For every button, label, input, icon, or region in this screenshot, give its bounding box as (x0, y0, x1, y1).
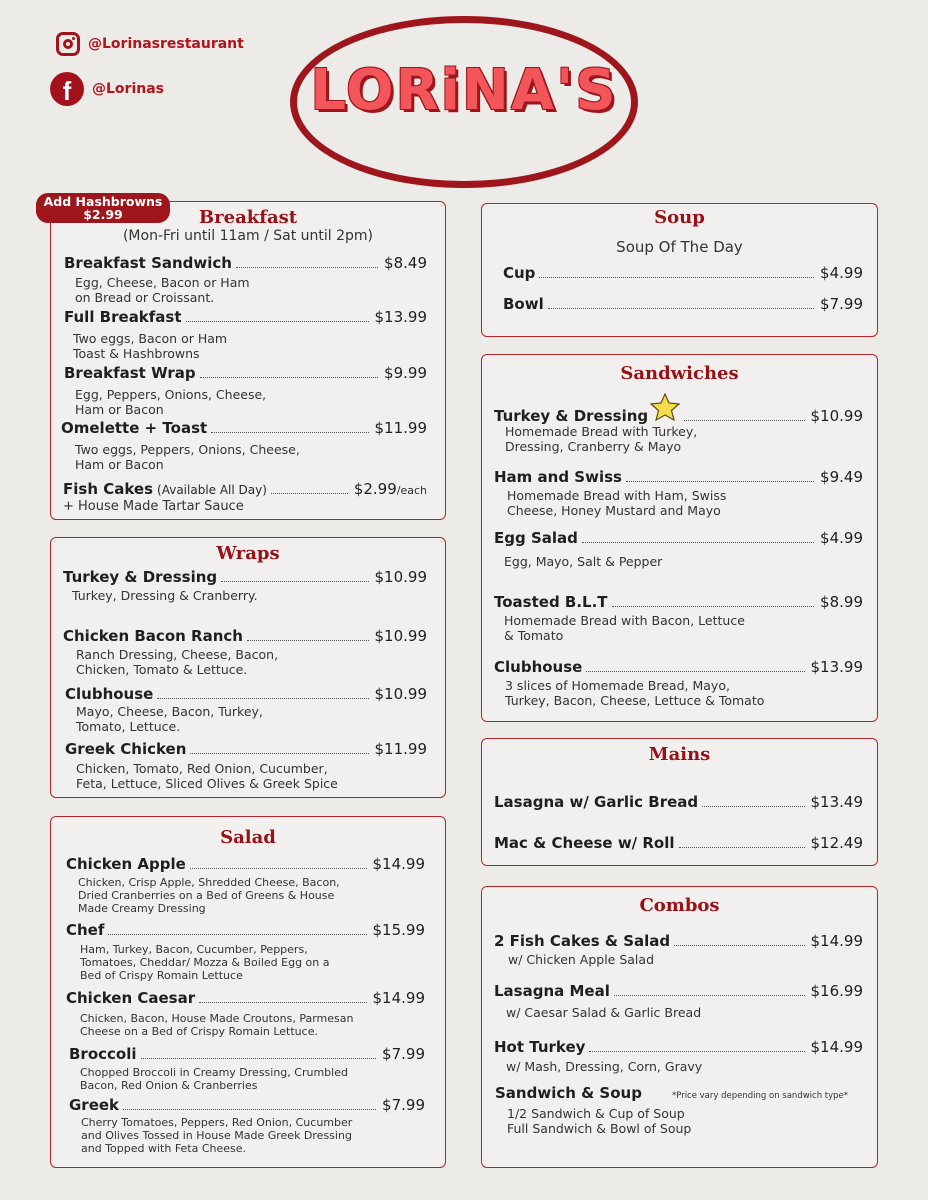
item-description: Mayo, Cheese, Bacon, Turkey, Tomato, Lettuce. (76, 704, 263, 734)
facebook-icon: f (50, 72, 84, 106)
item-name: Chef (66, 921, 105, 939)
item-price: $14.99 (372, 989, 425, 1007)
leader-dots (582, 542, 814, 543)
item-name: Egg Salad (494, 529, 578, 547)
item-name: Lasagna w/ Garlic Bread (494, 793, 699, 811)
item-name: Bowl (503, 295, 544, 313)
menu-item (495, 1084, 863, 1102)
item-description: Ranch Dressing, Cheese, Bacon, Chicken, Tomato & Lettuce. (76, 647, 279, 677)
leader-dots (586, 671, 804, 672)
item-price: $10.99 (374, 627, 427, 645)
section-title: Sandwiches (620, 363, 739, 384)
item-price: $8.99 (820, 593, 863, 611)
item-price: $11.99 (374, 419, 427, 437)
menu-item (69, 1096, 425, 1114)
menu-item (494, 834, 863, 852)
menu-item (66, 921, 425, 939)
item-description: Chicken, Crisp Apple, Shredded Cheese, Bacon, Dried Cranberries on a Bed of Greens & House Made Creamy Dressing (78, 876, 340, 915)
item-name: Greek Chicken (65, 740, 187, 758)
menu-item (64, 308, 427, 326)
item-name: Clubhouse (65, 685, 154, 703)
menu-item (66, 989, 425, 1007)
menu-item (63, 480, 427, 498)
item-description: Two eggs, Bacon or Ham Toast & Hashbrowns (73, 331, 228, 361)
instagram-icon (56, 32, 80, 56)
item-description: Egg, Cheese, Bacon or Ham on Bread or Croissant. (75, 275, 250, 305)
item-name: Omelette + Toast (61, 419, 208, 437)
item-price: $7.99 (382, 1045, 425, 1063)
menu-item (494, 982, 863, 1000)
item-price: $15.99 (372, 921, 425, 939)
item-price: $7.99 (820, 295, 863, 313)
menu-item (494, 658, 863, 676)
section-title: Salad (220, 827, 276, 848)
item-description: w/ Mash, Dressing, Corn, Gravy (506, 1059, 703, 1074)
section-title: Mains (648, 744, 711, 765)
leader-dots (247, 640, 369, 641)
item-name: Clubhouse (494, 658, 583, 676)
leader-dots (190, 868, 367, 869)
menu-item (64, 364, 427, 382)
menu-item (494, 793, 863, 811)
instagram-handle: @Lorinasrestaurant (88, 36, 244, 52)
item-price: $7.99 (382, 1096, 425, 1114)
sandwiches-section (481, 354, 878, 722)
item-description: Cherry Tomatoes, Peppers, Red Onion, Cucumber and Olives Tossed in House Made Greek Dressing and Topped with Feta Cheese. (81, 1116, 353, 1155)
item-name: Toasted B.L.T (494, 593, 608, 611)
item-name: Fish Cakes (63, 480, 154, 498)
section-title: Combos (639, 895, 720, 916)
item-description: w/ Chicken Apple Salad (508, 952, 655, 967)
item-price: $13.99 (374, 308, 427, 326)
item-description: Homemade Bread with Bacon, Lettuce & Tomato (504, 613, 745, 643)
section-subtitle: (Mon-Fri until 11am / Sat until 2pm) (122, 228, 374, 244)
item-name: Ham and Swiss (494, 468, 622, 486)
item-description: Homemade Bread with Ham, Swiss Cheese, Honey Mustard and Mayo (507, 488, 727, 518)
restaurant-logo: LORiNA'S (310, 58, 618, 123)
item-price: $4.99 (820, 529, 863, 547)
menu-item (494, 529, 863, 547)
item-name: 2 Fish Cakes & Salad (494, 932, 671, 950)
menu-item (494, 468, 863, 486)
leader-dots (614, 995, 805, 996)
item-name: Mac & Cheese w/ Roll (494, 834, 675, 852)
item-name: Chicken Caesar (66, 989, 196, 1007)
item-price: $11.99 (374, 740, 427, 758)
item-price: $10.99 (374, 685, 427, 703)
item-price: $8.49 (384, 254, 427, 272)
hashbrowns-badge: Add Hashbrowns $2.99 (36, 193, 170, 223)
leader-dots (589, 1051, 804, 1052)
leader-dots (684, 420, 804, 421)
wraps-section (50, 537, 446, 798)
item-description: Chicken, Bacon, House Made Croutons, Parmesan Cheese on a Bed of Crispy Romain Lettuce. (80, 1012, 354, 1038)
item-note: (Available All Day) (157, 483, 267, 497)
menu-item (494, 593, 863, 611)
leader-dots (236, 267, 378, 268)
section-title: Soup (654, 207, 705, 228)
item-description: Egg, Mayo, Salt & Pepper (504, 554, 663, 569)
menu-item (63, 568, 427, 586)
leader-dots (186, 321, 369, 322)
section-title: Wraps (216, 543, 280, 564)
item-price: $12.49 (810, 834, 863, 852)
leader-dots (539, 277, 814, 278)
item-price: $2.99 (353, 480, 397, 498)
leader-dots (221, 581, 368, 582)
menu-item (65, 685, 427, 703)
breakfast-section (50, 201, 446, 520)
leader-dots (141, 1058, 377, 1059)
item-name: Lasagna Meal (494, 982, 610, 1000)
leader-dots (108, 934, 366, 935)
leader-dots (190, 753, 368, 754)
item-description: Ham, Turkey, Bacon, Cucumber, Peppers, Tomatoes, Cheddar/ Mozza & Boiled Egg on a Bed of Crispy Romain Lettuce (80, 943, 330, 982)
section-subtitle: Soup Of The Day (616, 238, 743, 256)
item-price: $13.49 (810, 793, 863, 811)
item-description: w/ Caesar Salad & Garlic Bread (506, 1005, 702, 1020)
item-description: Turkey, Dressing & Cranberry. (72, 588, 258, 603)
item-name: Turkey & Dressing (63, 568, 218, 586)
item-price: $9.49 (820, 468, 863, 486)
leader-dots (548, 308, 814, 309)
menu-item (65, 740, 427, 758)
facebook-link[interactable] (50, 72, 164, 106)
item-name: Turkey & Dressing (494, 407, 649, 425)
menu-item (64, 254, 427, 272)
menu-item (66, 855, 425, 873)
price-unit: /each (396, 484, 427, 497)
leader-dots (674, 945, 804, 946)
item-price: $16.99 (810, 982, 863, 1000)
section-title: Breakfast (198, 207, 298, 228)
leader-dots (123, 1109, 376, 1110)
item-description: Egg, Peppers, Onions, Cheese, Ham or Bacon (75, 387, 267, 417)
price-note: *Price vary depending on sandwich type* (671, 1091, 849, 1101)
item-description: Two eggs, Peppers, Onions, Cheese, Ham or Bacon (75, 442, 300, 472)
item-name: Chicken Bacon Ranch (63, 627, 243, 645)
item-price: $4.99 (820, 264, 863, 282)
item-name: Full Breakfast (64, 308, 182, 326)
item-name: Breakfast Sandwich (64, 254, 232, 272)
leader-dots (626, 481, 814, 482)
item-description: + House Made Tartar Sauce (63, 499, 244, 514)
item-description: 1/2 Sandwich & Cup of Soup Full Sandwich & Bowl of Soup (507, 1106, 692, 1136)
item-description: Chicken, Tomato, Red Onion, Cucumber, Feta, Lettuce, Sliced Olives & Greek Spice (76, 761, 338, 791)
leader-dots (157, 698, 368, 699)
item-price: $14.99 (372, 855, 425, 873)
item-description: 3 slices of Homemade Bread, Mayo, Turkey, Bacon, Cheese, Lettuce & Tomato (505, 678, 765, 708)
menu-item (494, 932, 863, 950)
instagram-link[interactable] (56, 32, 244, 56)
leader-dots (612, 606, 815, 607)
star-icon (650, 393, 680, 421)
item-price: $13.99 (810, 658, 863, 676)
item-name: Greek (69, 1096, 120, 1114)
item-description: Homemade Bread with Turkey, Dressing, Cranberry & Mayo (505, 424, 698, 454)
item-price: $9.99 (384, 364, 427, 382)
leader-dots (211, 432, 368, 433)
menu-item (494, 1038, 863, 1056)
menu-item (61, 419, 427, 437)
menu-item (503, 295, 863, 313)
item-name: Sandwich & Soup (495, 1084, 642, 1102)
leader-dots (271, 493, 348, 494)
item-price: $14.99 (810, 1038, 863, 1056)
item-name: Broccoli (69, 1045, 137, 1063)
item-name: Cup (503, 264, 536, 282)
item-name: Chicken Apple (66, 855, 186, 873)
menu-item (63, 627, 427, 645)
combos-section (481, 886, 878, 1168)
facebook-handle: @Lorinas (92, 81, 164, 97)
leader-dots (200, 377, 378, 378)
menu-item (503, 264, 863, 282)
item-name: Hot Turkey (494, 1038, 586, 1056)
menu-item (69, 1045, 425, 1063)
item-name: Breakfast Wrap (64, 364, 196, 382)
item-price: $10.99 (374, 568, 427, 586)
item-description: Chopped Broccoli in Creamy Dressing, Crumbled Bacon, Red Onion & Cranberries (80, 1066, 348, 1092)
leader-dots (702, 806, 804, 807)
item-price: $10.99 (810, 407, 863, 425)
leader-dots (199, 1002, 366, 1003)
mains-section (481, 738, 878, 866)
soup-section (481, 203, 878, 337)
item-price: $14.99 (810, 932, 863, 950)
leader-dots (679, 847, 805, 848)
salad-section (50, 816, 446, 1168)
menu-item (494, 403, 863, 425)
